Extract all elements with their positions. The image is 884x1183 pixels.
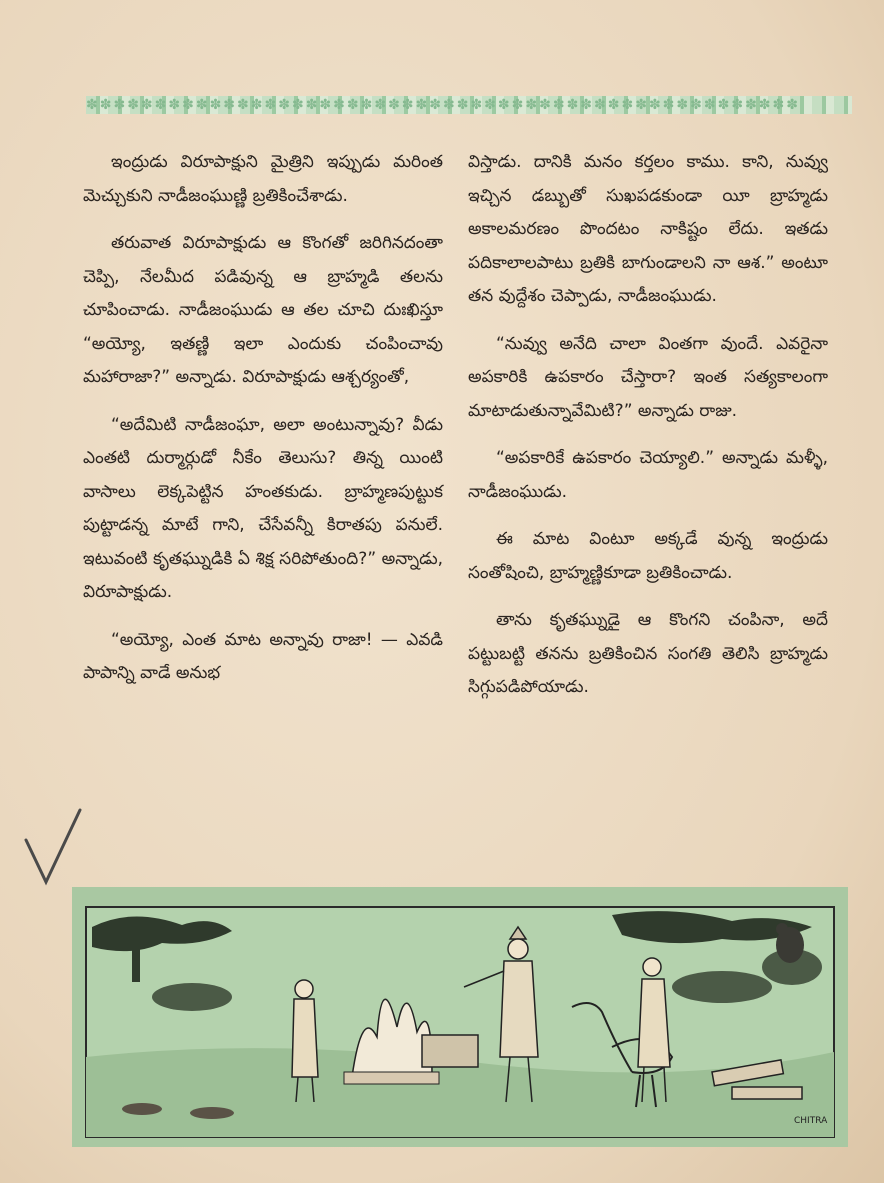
story-illustration	[72, 887, 848, 1147]
paragraph: ఇంద్రుడు విరూపాక్షుని మైత్రిని ఇప్పుడు మరింత మెచ్చుకుని నాడీజంఘుణ్ణి బ్రతికించేశాడు.	[83, 152, 443, 206]
paragraph: “అయ్యో, ఎంత మాట అన్నావు రాజా! — ఎవడి పాపాన్ని వాడే అనుభ	[83, 629, 443, 683]
paragraph: ఈ మాట వింటూ అక్కడే వున్న ఇంద్రుడు సంతోషించి, బ్రాహ్మణ్ణికూడా బ్రతికించాడు.	[468, 529, 828, 583]
artist-signature: CHITRA	[794, 1116, 828, 1126]
paragraph: తాను కృతఘ్నుడై ఆ కొంగని చంపినా, అదే పట్టుబట్టి తనను బ్రతికించిన సంగతి తెలిసి బ్రాహ్మడు సిగ్గుపడిపోయాడు.	[468, 610, 828, 697]
decorative-border	[86, 96, 852, 114]
border-ornament: ✽✽✽✽✽✽✽✽✽✽✽✽✽✽✽✽✽✽✽✽✽✽✽✽✽✽✽✽✽✽✽✽✽✽✽✽✽✽✽✽✽✽✽✽✽✽✽✽✽✽✽✽	[86, 97, 800, 113]
paragraph: “అపకారికే ఉపకారం చెయ్యాలి.” అన్నాడు మళ్ళీ, నాడీజంఘుడు.	[468, 448, 828, 502]
paragraph: తరువాత విరూపాక్షుడు ఆ కొంగతో జరిగినదంతా చెప్పి, నేలమీద పడివున్న ఆ బ్రాహ్మడి తలను చూపించాడు. నాడీజంఘుడు ఆ తల చూచి దుఃఖిస్తూ “అయ్యో, ఇతణ్ణి ఇలా ఎందుకు చంపించావు మహారాజా?” అన్నాడు. విరూపాక్షుడు ఆశ్చర్యంతో,	[83, 233, 443, 387]
illustration-drawing	[72, 887, 848, 1147]
paragraph: “అదేమిటి నాడీజంఘా, అలా అంటున్నావు? వీడు ఎంతటి దుర్మార్గుడో నీకేం తెలుసు? తిన్న యింటి వాసాలు లెక్కపెట్టిన హంతకుడు. బ్రాహ్మణపుట్టుక పుట్టాడన్న మాటే గాని, చేసేవన్నీ కిరాతపు పనులే. ఇటువంటి కృతఘ్నుడికి ఏ శిక్ష సరిపోతుంది?” అన్నాడు, విరూపాక్షుడు.	[83, 414, 443, 602]
paragraph: విస్తాడు. దానికి మనం కర్తలం కాము. కాని, నువ్వు ఇచ్చిన డబ్బుతో సుఖపడకుండా యీ బ్రాహ్మడు అకాలమరణం పొందటం నాకిష్టం లేదు. ఇతడు పదికాలాలపాటు బ్రతికి బాగుండాలని నా ఆశ.” అంటూ తన వుద్దేశం చెప్పాడు, నాడీజంఘుడు.	[468, 152, 828, 306]
handwritten-check-mark	[18, 800, 88, 890]
right-text-column	[468, 146, 828, 719]
left-text-column	[83, 146, 443, 705]
paragraph: “నువ్వు అనేది చాలా వింతగా వుందే. ఎవరైనా అపకారికి ఉపకారం చేస్తారా? ఇంత సత్యకాలంగా మాటాడుతున్నావేమిటి?” అన్నాడు రాజు.	[468, 333, 828, 421]
